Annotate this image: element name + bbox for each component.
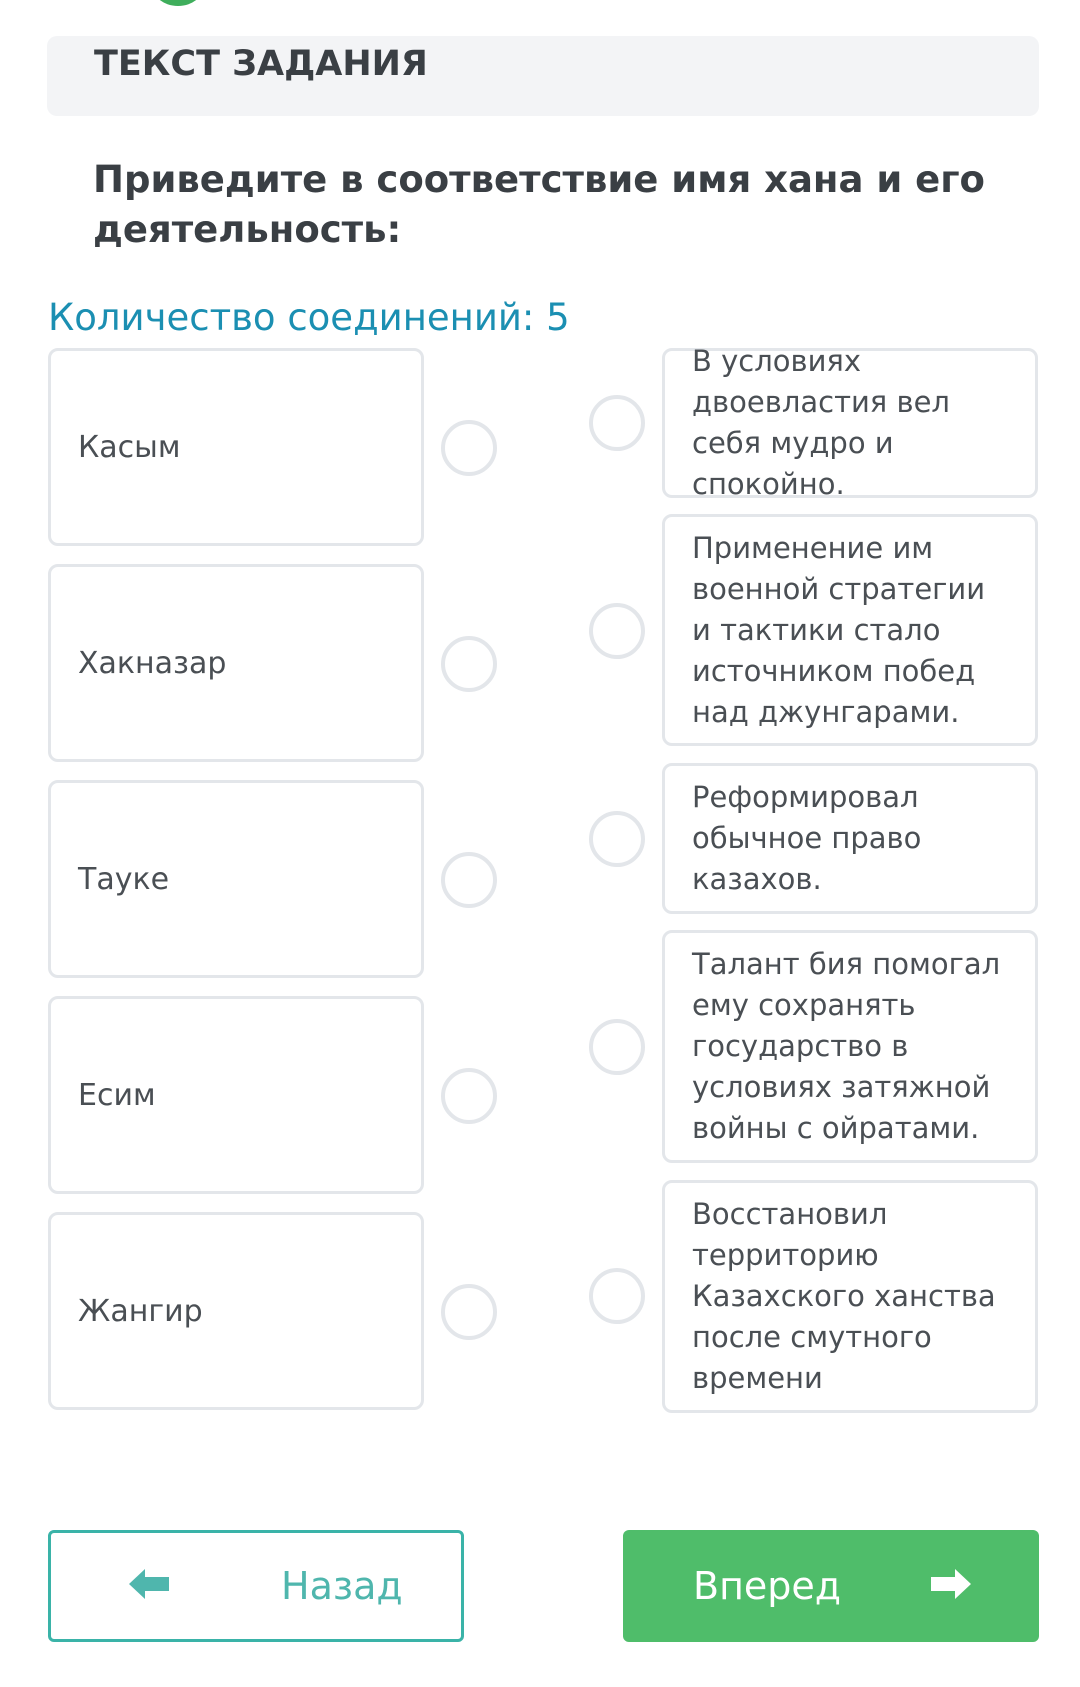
left-item-label: Тауке [78,861,170,897]
right-item-4[interactable] [662,930,1038,1163]
right-item-label: Реформировал обычное право казахов. [692,780,922,896]
right-connector-5[interactable] [589,1268,645,1324]
left-item-label: Хакназар [78,645,227,681]
left-item-2[interactable] [48,564,424,762]
arrow-left-icon [127,1566,171,1606]
right-connector-4[interactable] [589,1019,645,1075]
left-item-label: Касым [78,429,181,465]
arrow-right-icon [929,1566,973,1606]
left-item-1[interactable] [48,348,424,546]
right-item-label: Талант бия помогал ему сохранять государство в условиях затяжной войны с ойратами. [692,947,1001,1145]
left-connector-2[interactable] [441,636,497,692]
left-connector-1[interactable] [441,420,497,476]
right-item-1[interactable] [662,344,1038,501]
right-item-2[interactable] [662,514,1038,746]
task-header [47,36,1039,116]
left-item-label: Есим [78,1077,156,1113]
connections-count: Количество соединений: 5 [48,296,570,339]
left-connector-5[interactable] [441,1284,497,1340]
right-item-5[interactable] [662,1180,1038,1413]
left-item-4[interactable] [48,996,424,1194]
task-header-title: ТЕКСТ ЗАДАНИЯ [94,44,428,84]
left-connector-3[interactable] [441,852,497,908]
back-button-label: Назад [281,1564,403,1608]
question-text: Приведите в соответствие имя хана и его деятельность: [93,158,985,251]
right-connector-2[interactable] [589,603,645,659]
left-item-3[interactable] [48,780,424,978]
right-item-label: В условиях двоевластия вел себя мудро и спокойно. [692,344,950,501]
right-connector-3[interactable] [589,811,645,867]
right-connector-1[interactable] [589,395,645,451]
next-button-label: Вперед [693,1564,842,1608]
back-button[interactable] [48,1530,464,1642]
right-item-label: Применение им военной стратегии и тактики стало источником побед над джунгарами. [692,530,986,729]
left-item-label: Жангир [78,1293,203,1329]
next-button[interactable] [623,1530,1039,1642]
right-item-label: Восстановил территорию Казахского ханства после смутного времени [692,1197,996,1395]
left-item-5[interactable] [48,1212,424,1410]
left-connector-4[interactable] [441,1068,497,1124]
right-item-3[interactable] [662,763,1038,914]
status-indicator-icon [150,0,206,6]
